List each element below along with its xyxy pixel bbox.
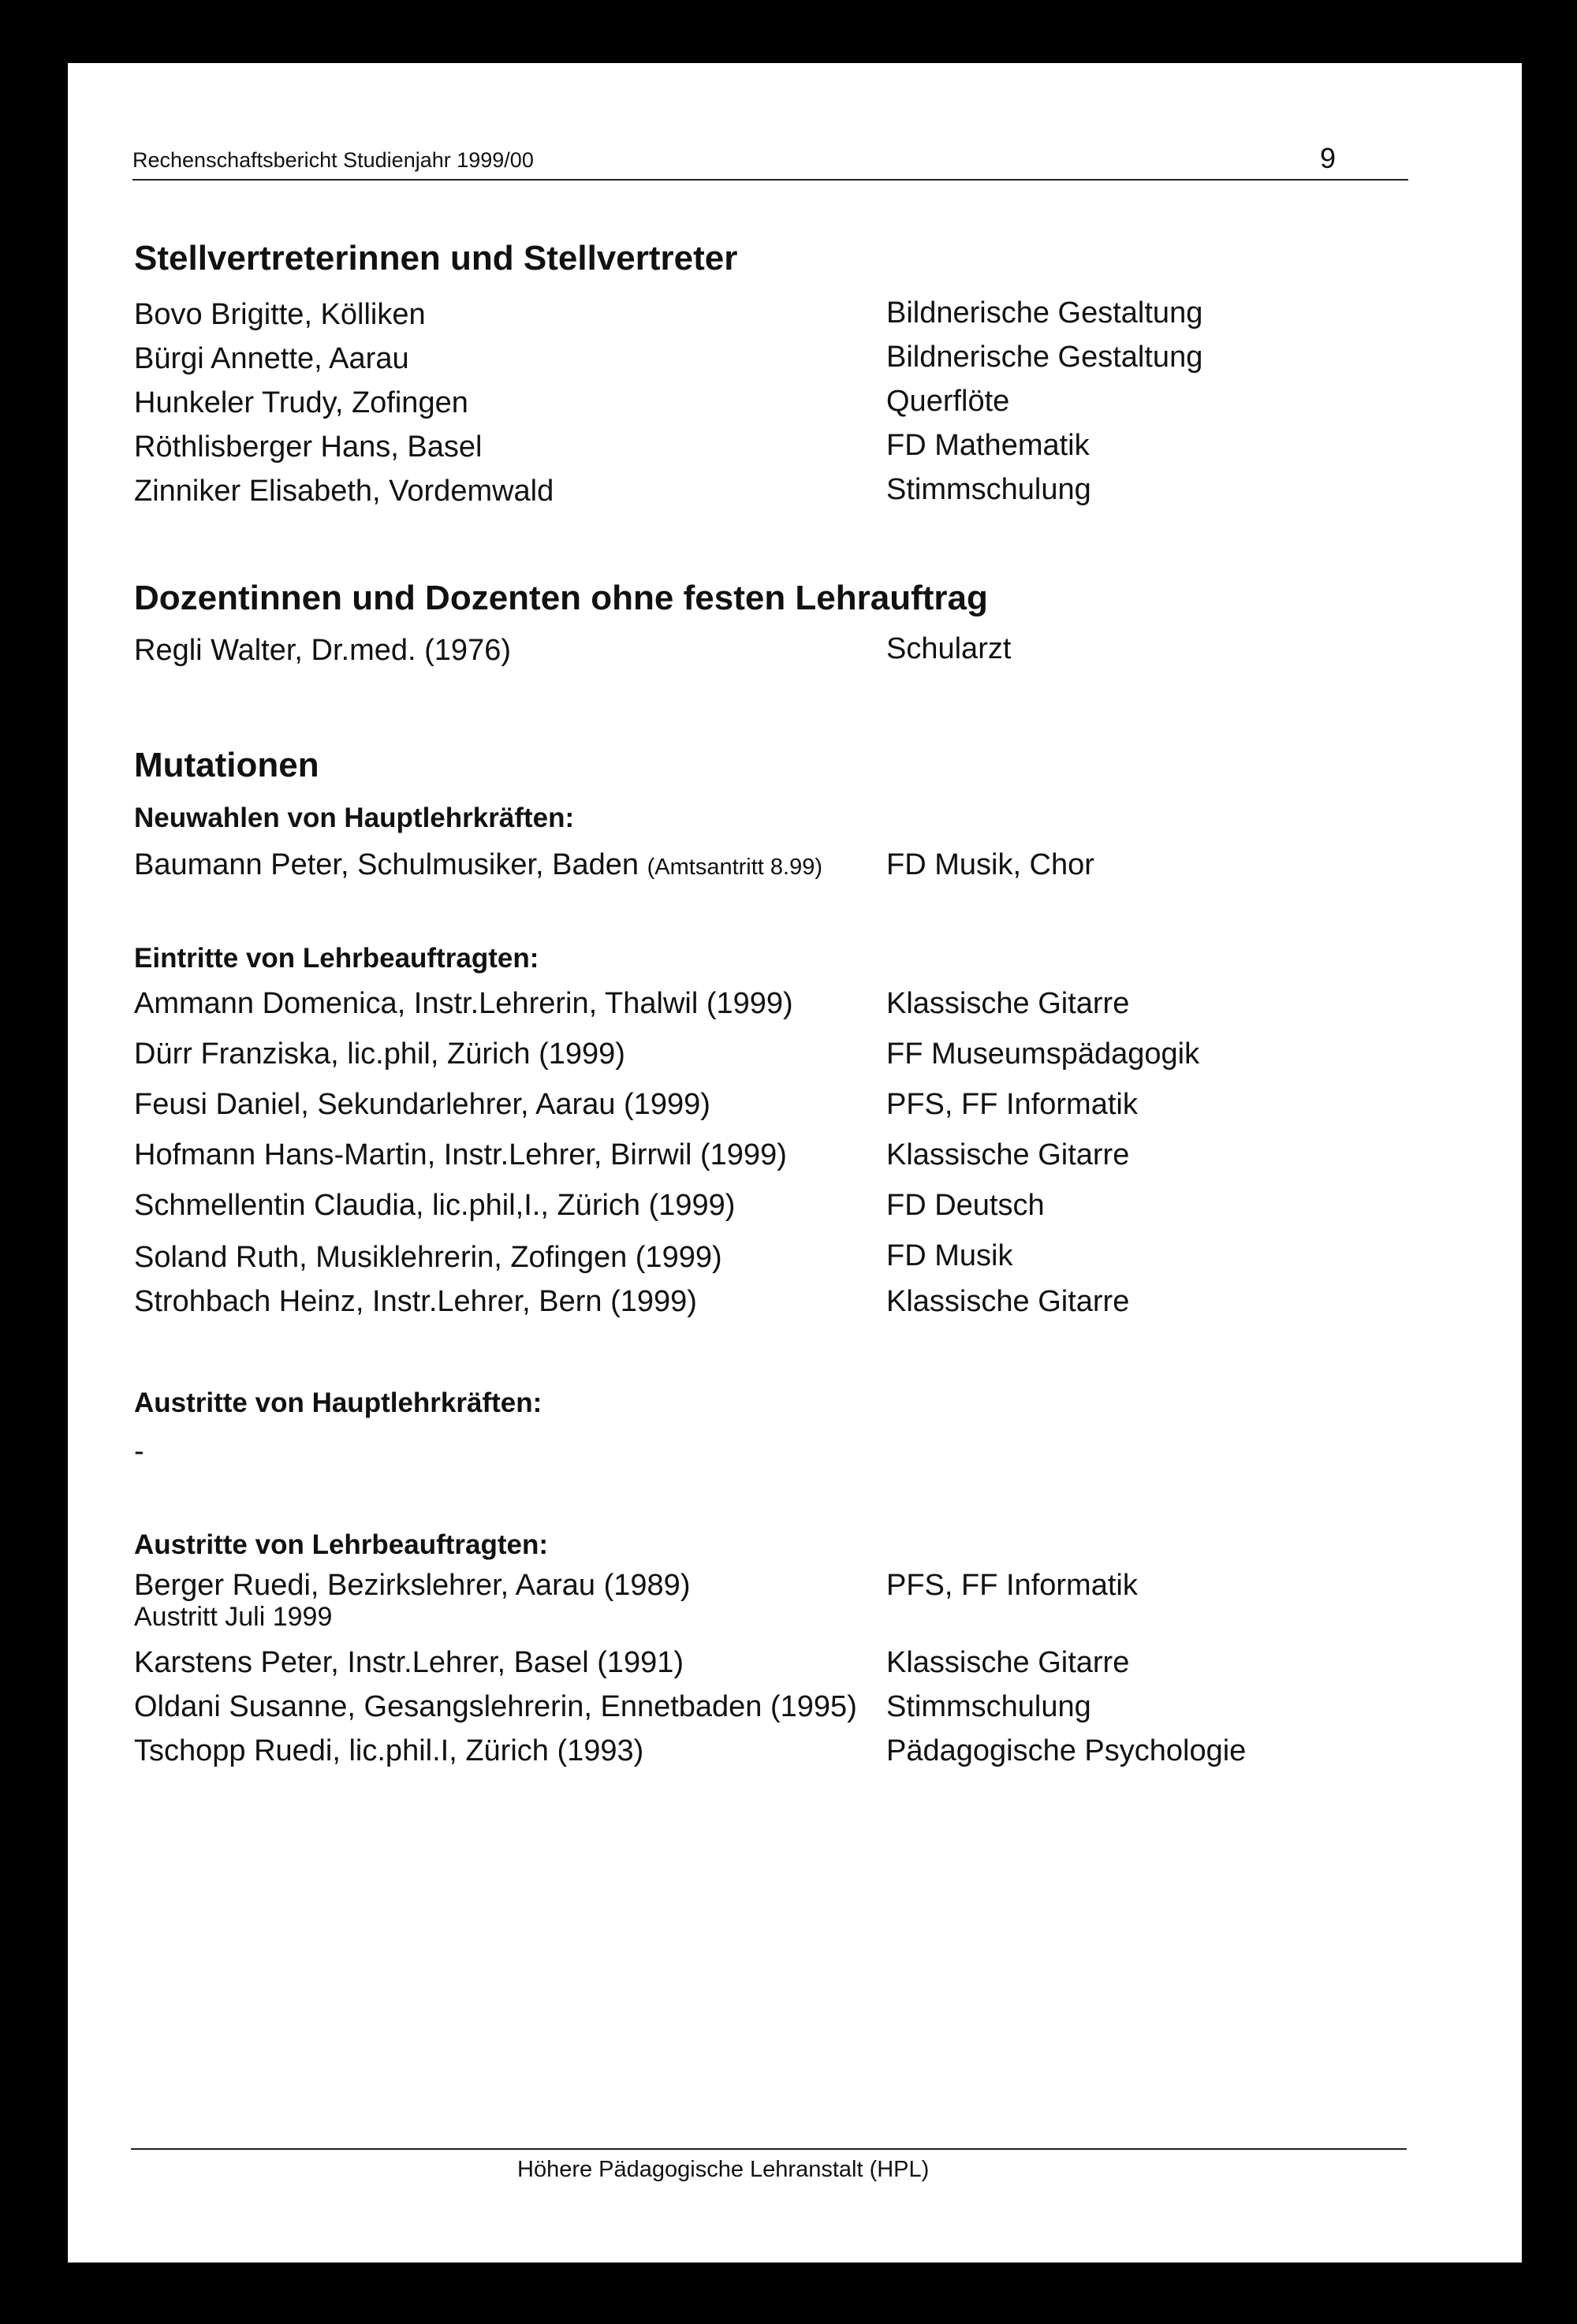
subheading-neuwahlen: Neuwahlen von Hauptlehrkräften: (134, 803, 575, 833)
report-title: Rechenschaftsbericht Studienjahr 1999/00 (132, 148, 534, 172)
section-heading-dozenten: Dozentinnen und Dozenten ohne festen Lehrauftrag (134, 579, 988, 617)
document-page (68, 63, 1522, 2263)
list-item-name: Regli Walter, Dr.med. (1976) (134, 634, 511, 667)
list-item-name (134, 848, 822, 882)
list-item-subject: Bildnerische Gestaltung (886, 341, 1203, 374)
footer-rule (131, 2148, 1407, 2150)
list-item-name: Feusi Daniel, Sekundarlehrer, Aarau (1999) (134, 1088, 710, 1121)
page-number: 9 (1320, 142, 1337, 174)
list-item-name: Schmellentin Claudia, lic.phil,I., Zürich (1999) (134, 1189, 736, 1222)
list-item-name: Bürgi Annette, Aarau (134, 342, 409, 375)
list-item-subject: Stimmschulung (886, 1690, 1091, 1723)
list-item-subject: Klassische Gitarre (886, 1646, 1130, 1679)
list-item-subject: Bildnerische Gestaltung (886, 296, 1203, 330)
list-item-name-text: Baumann Peter, Schulmusiker, Baden (134, 848, 639, 881)
list-item-subject: PFS, FF Informatik (886, 1569, 1138, 1602)
list-item-subject: FD Musik, Chor (886, 848, 1094, 881)
list-item-name: Soland Ruth, Musiklehrerin, Zofingen (1999) (134, 1241, 722, 1274)
list-item-name: Strohbach Heinz, Instr.Lehrer, Bern (1999) (134, 1285, 697, 1318)
list-item-subject: FD Mathematik (886, 429, 1090, 462)
list-item-subject: Querflöte (886, 385, 1010, 418)
list-item-name-line2: Austritt Juli 1999 (134, 1602, 333, 1632)
list-item-subject: Klassische Gitarre (886, 1285, 1130, 1318)
subheading-austritte-haupt: Austritte von Hauptlehrkräften: (134, 1387, 542, 1418)
list-item-name: Dürr Franziska, lic.phil, Zürich (1999) (134, 1037, 625, 1071)
list-item-subject: Klassische Gitarre (886, 987, 1130, 1020)
list-item-name: Hofmann Hans-Martin, Instr.Lehrer, Birrwil (1999) (134, 1138, 787, 1171)
list-item-name: Röthlisberger Hans, Basel (134, 430, 483, 464)
list-item-subject: FD Musik (886, 1239, 1013, 1272)
empty-dash: - (134, 1435, 144, 1468)
list-item-subject: Stimmschulung (886, 473, 1091, 506)
list-item-name: Hunkeler Trudy, Zofingen (134, 386, 468, 419)
list-item-subject: Pädagogische Psychologie (886, 1734, 1247, 1767)
list-item-subject: PFS, FF Informatik (886, 1088, 1138, 1121)
list-item-subject: FF Museumspädagogik (886, 1037, 1200, 1071)
subheading-eintritte: Eintritte von Lehrbeauftragten: (134, 943, 539, 974)
list-item-name: Berger Ruedi, Bezirkslehrer, Aarau (1989) (134, 1569, 691, 1602)
list-item-name: Bovo Brigitte, Kölliken (134, 298, 426, 331)
list-item-subject: FD Deutsch (886, 1189, 1045, 1222)
subheading-austritte-lehr: Austritte von Lehrbeauftragten: (134, 1529, 549, 1560)
list-item-name: Oldani Susanne, Gesangslehrerin, Ennetbaden (1995) (134, 1690, 857, 1723)
list-item-note: (Amtsantritt 8.99) (647, 855, 823, 880)
list-item-subject: Schularzt (886, 632, 1012, 665)
section-heading-mutationen: Mutationen (134, 746, 319, 784)
list-item-name: Zinniker Elisabeth, Vordemwald (134, 475, 554, 508)
list-item-subject: Klassische Gitarre (886, 1138, 1130, 1171)
footer-text: Höhere Pädagogische Lehranstalt (HPL) (517, 2157, 930, 2182)
list-item-name: Karstens Peter, Instr.Lehrer, Basel (1991) (134, 1646, 684, 1679)
header-rule (132, 179, 1408, 181)
list-item-name: Tschopp Ruedi, lic.phil.I, Zürich (1993) (134, 1734, 644, 1767)
section-heading-stellvertreter: Stellvertreterinnen und Stellvertreter (134, 239, 738, 277)
list-item-name: Ammann Domenica, Instr.Lehrerin, Thalwil (1999) (134, 987, 793, 1020)
